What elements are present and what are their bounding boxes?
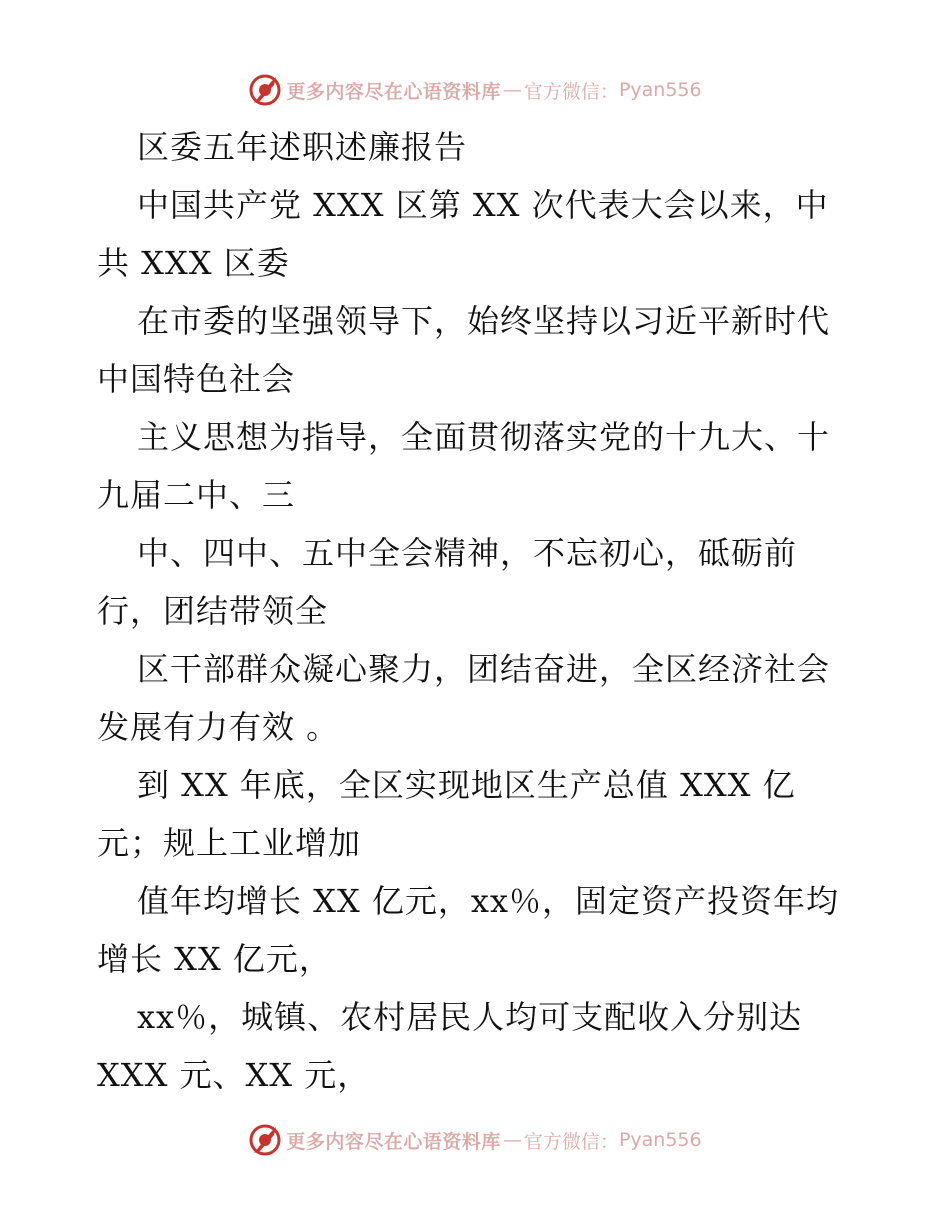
quill-pen-logo-icon bbox=[248, 1123, 282, 1157]
paragraph-line: 发展有力有效 。 bbox=[97, 708, 340, 746]
document-body bbox=[97, 118, 857, 1104]
paragraph-line: 增长 XX 亿元， bbox=[97, 940, 332, 978]
paragraph-line: 中国共产党 XXX 区第 XX 次代表大会以来，中 bbox=[137, 186, 829, 224]
paragraph-line: 区干部群众凝心聚力，团结奋进，全区经济社会 bbox=[137, 650, 831, 688]
paragraph-line: xx％，城镇、农村居民人均可支配收入分别达 bbox=[137, 998, 803, 1036]
paragraph-line: 在市委的坚强领导下，始终坚持以习近平新时代 bbox=[137, 302, 831, 340]
paragraph-line: 中国特色社会 bbox=[97, 360, 296, 398]
header-watermark-banner bbox=[0, 70, 950, 110]
paragraph-line: 行，团结带领全 bbox=[97, 592, 329, 630]
banner-separator: — bbox=[502, 79, 522, 101]
paragraph-line: 元；规上工业增加 bbox=[97, 824, 362, 862]
footer-watermark-banner bbox=[0, 1120, 950, 1160]
paragraph-line: 共 XXX 区委 bbox=[97, 244, 290, 282]
banner-wechat-id: Pyan556 bbox=[618, 79, 702, 101]
quill-pen-logo-icon bbox=[248, 73, 282, 107]
banner-separator: — bbox=[502, 1129, 522, 1151]
paragraph-line: 值年均增长 XX 亿元，xx％，固定资产投资年均 bbox=[137, 882, 840, 920]
paragraph-line: 主义思想为指导，全面贯彻落实党的十九大、十 bbox=[137, 418, 831, 456]
banner-text: 更多内容尽在心语资料库 bbox=[286, 1130, 501, 1153]
banner-text: 更多内容尽在心语资料库 bbox=[286, 80, 501, 103]
paragraph-line: XXX 元、XX 元， bbox=[97, 1056, 371, 1094]
paragraph-line: 九届二中、三 bbox=[97, 476, 296, 514]
document-title: 区委五年述职述廉报告 bbox=[137, 128, 468, 166]
banner-wechat-id: Pyan556 bbox=[618, 1129, 702, 1151]
banner-official-label: 官方微信： bbox=[523, 80, 619, 103]
paragraph-line: 中、四中、五中全会精神，不忘初心，砥砺前 bbox=[137, 534, 798, 572]
banner-official-label: 官方微信： bbox=[523, 1130, 619, 1153]
paragraph-line: 到 XX 年底，全区实现地区生产总值 XXX 亿 bbox=[137, 766, 796, 804]
